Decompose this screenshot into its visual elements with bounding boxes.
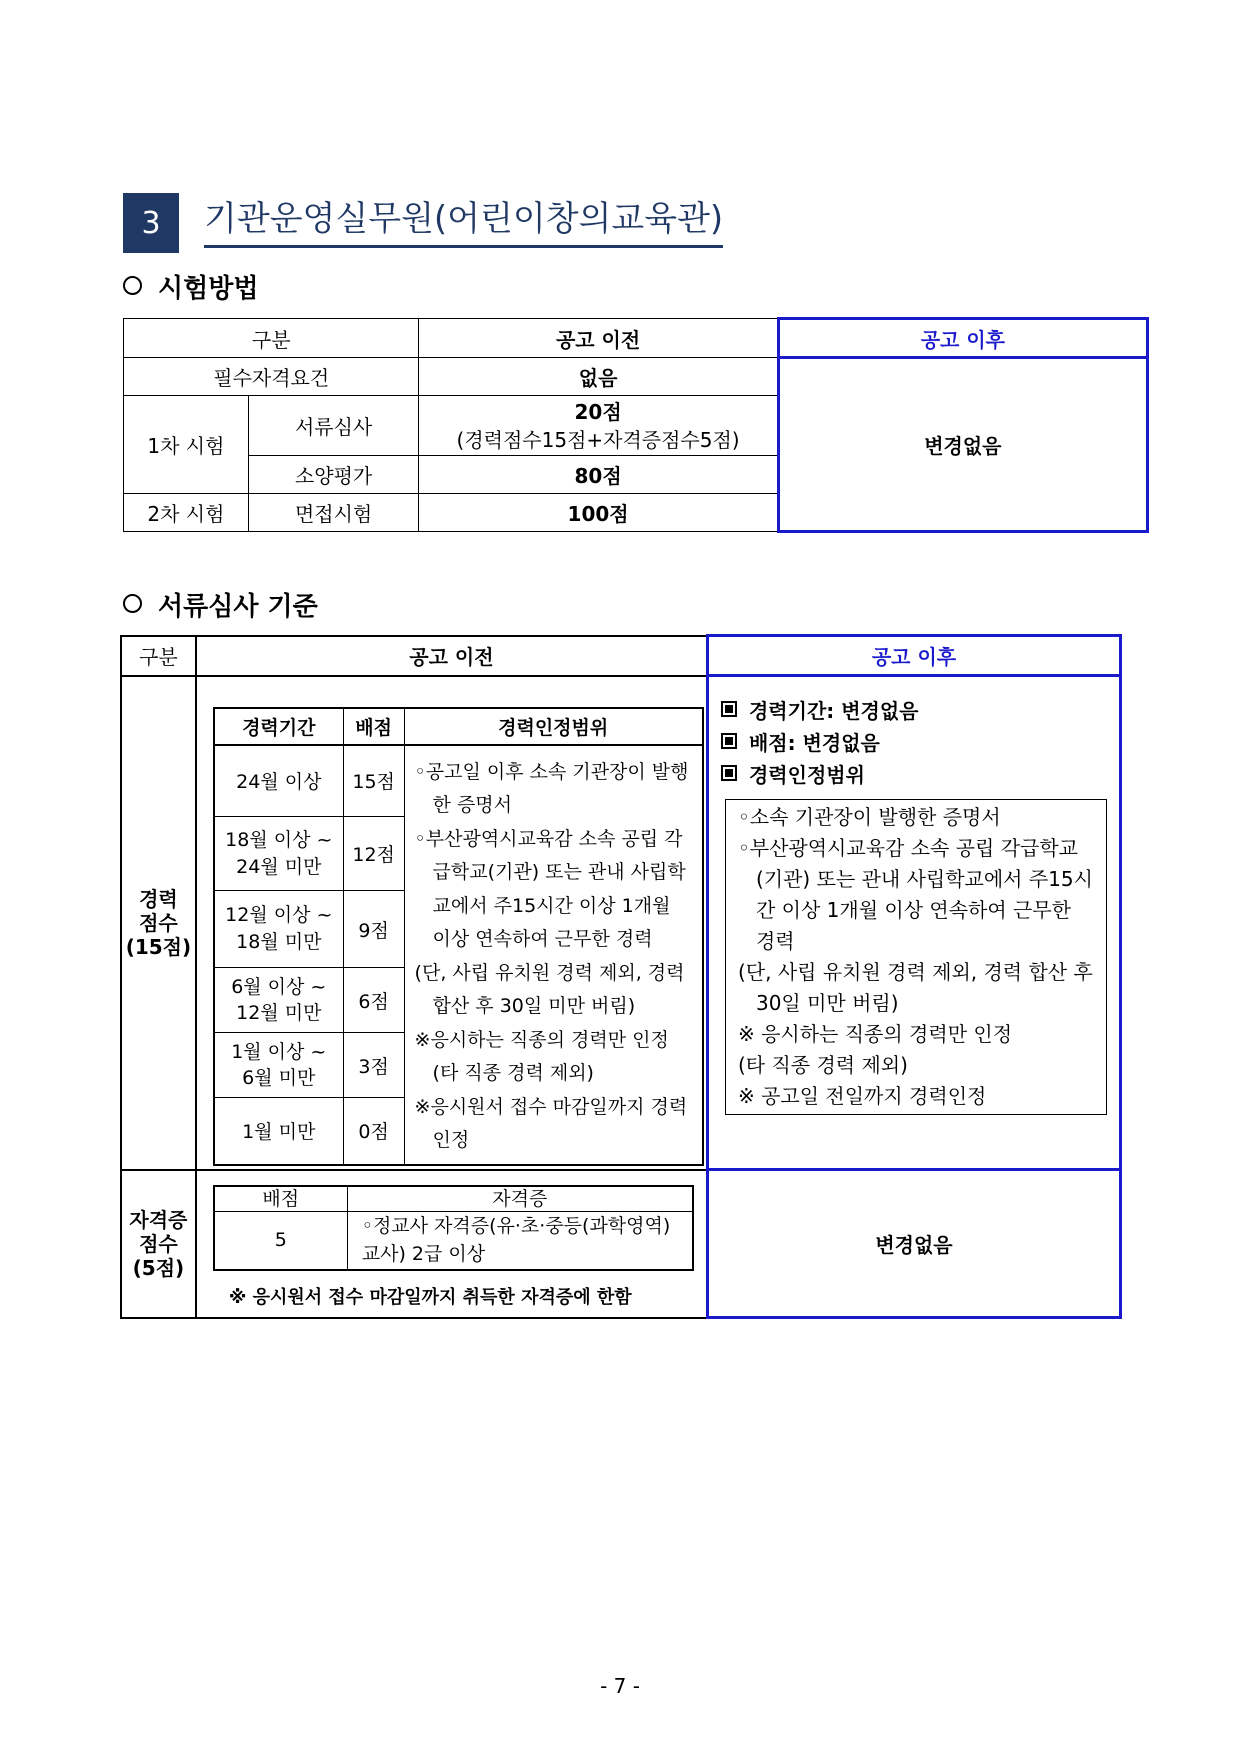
section-number: 3 [123,193,179,253]
header-before: 공고 이전 [419,319,778,358]
square-bullet-icon [721,701,737,717]
aptitude-label: 소양평가 [248,456,419,494]
after-item: 경력기간: 변경없음 [721,695,1107,727]
cert-note: ※ 응시원서 접수 마감일까지 취득한 자격증에 한함 [228,1286,632,1308]
score-cell: 9점 [343,890,404,968]
square-bullet-icon [721,733,737,749]
exam-method-table [123,317,1149,533]
career-score-label: 경력 점수 (15점) [121,676,196,1170]
second-exam-label: 2차 시험 [124,494,249,532]
required-label: 필수자격요건 [124,358,419,396]
score-cell: 0점 [343,1098,404,1165]
cert-header-score: 배점 [214,1186,347,1212]
interview-label: 면접시험 [248,494,419,532]
period-cell: 18월 이상 ~ 24월 미만 [214,817,343,890]
score-cell: 15점 [343,745,404,817]
score-cell: 3점 [343,1033,404,1098]
subheading-doc-criteria: 서류심사 기준 [123,586,318,623]
cert-header-cert: 자격증 [347,1186,693,1212]
inner-header-score: 배점 [343,708,404,745]
interview-score: 100점 [419,494,778,532]
after-range-box: ◦소속 기관장이 발행한 증명서 ◦부산광역시교육감 소속 공립 각급학교(기관) 또는 관내 사립학교에서 주15시간 이상 1개월 이상 연속하여 근무한 경력 (단, 사립 유치원 경력 제외, 경력 합산 후 30일 미만 버림) ※ 응시하는 직종의 경력만 인정 (타 직종 경력 제외) ※ 공고일 전일까지 경력인정 [725,799,1107,1115]
period-cell: 12월 이상 ~ 18월 미만 [214,890,343,968]
header-before: 공고 이전 [196,636,708,676]
circle-bullet-icon [123,594,142,613]
square-bullet-icon [721,765,737,781]
after-item: 경력인정범위 [721,759,1107,791]
score-cell: 6점 [343,968,404,1033]
required-before: 없음 [419,358,778,396]
career-before-cell [196,676,708,1170]
subheading-exam-method: 시험방법 [123,268,258,305]
after-item: 배점: 변경없음 [721,727,1107,759]
period-cell: 1월 미만 [214,1098,343,1165]
period-cell: 1월 이상 ~ 6월 미만 [214,1033,343,1098]
cert-after-cell: 변경없음 [707,1170,1120,1318]
section-title: 기관운영실무원(어린이창의교육관) [204,197,723,248]
period-cell: 6월 이상 ~ 12월 미만 [214,968,343,1033]
doc-review-table [120,634,1122,1319]
career-range-cell: ◦공고일 이후 소속 기관장이 발행한 증명서 ◦부산광역시교육감 소속 공립 각급학교(기관) 또는 관내 사립학교에서 주15시간 이상 1개월 이상 연속하여 근무한 경력 (단, 사립 유치원 경력 제외, 경력 합산 후 30일 미만 버림) ※응시하는 직종의 경력만 인정 (타 직종 경력 제외) ※응시원서 접수 마감일까지 경력 인정 [404,745,703,1165]
period-cell: 24월 이상 [214,745,343,817]
cert-before-cell [196,1170,708,1318]
inner-header-range: 경력인정범위 [404,708,703,745]
aptitude-score: 80점 [419,456,778,494]
career-after-cell [707,676,1120,1170]
header-after: 공고 이후 [778,319,1147,358]
inner-header-period: 경력기간 [214,708,343,745]
cert-score: 5 [214,1212,347,1270]
circle-bullet-icon [123,276,142,295]
cert-score-label: 자격증 점수 (5점) [121,1170,196,1318]
doc-review-label: 서류심사 [248,396,419,456]
header-category: 구분 [124,319,419,358]
header-category: 구분 [121,636,196,676]
cert-name: ◦정교사 자격증(유·초·중등(과학영역) 교사) 2급 이상 [347,1212,693,1270]
cert-inner-table [213,1185,694,1271]
career-inner-table [213,707,704,1166]
score-cell: 12점 [343,817,404,890]
doc-review-score: 20점 (경력점수15점+자격증점수5점) [419,396,778,456]
first-exam-label: 1차 시험 [124,396,249,494]
header-after: 공고 이후 [707,636,1120,676]
after-value: 변경없음 [778,358,1147,532]
page-number: - 7 - [600,1674,640,1698]
